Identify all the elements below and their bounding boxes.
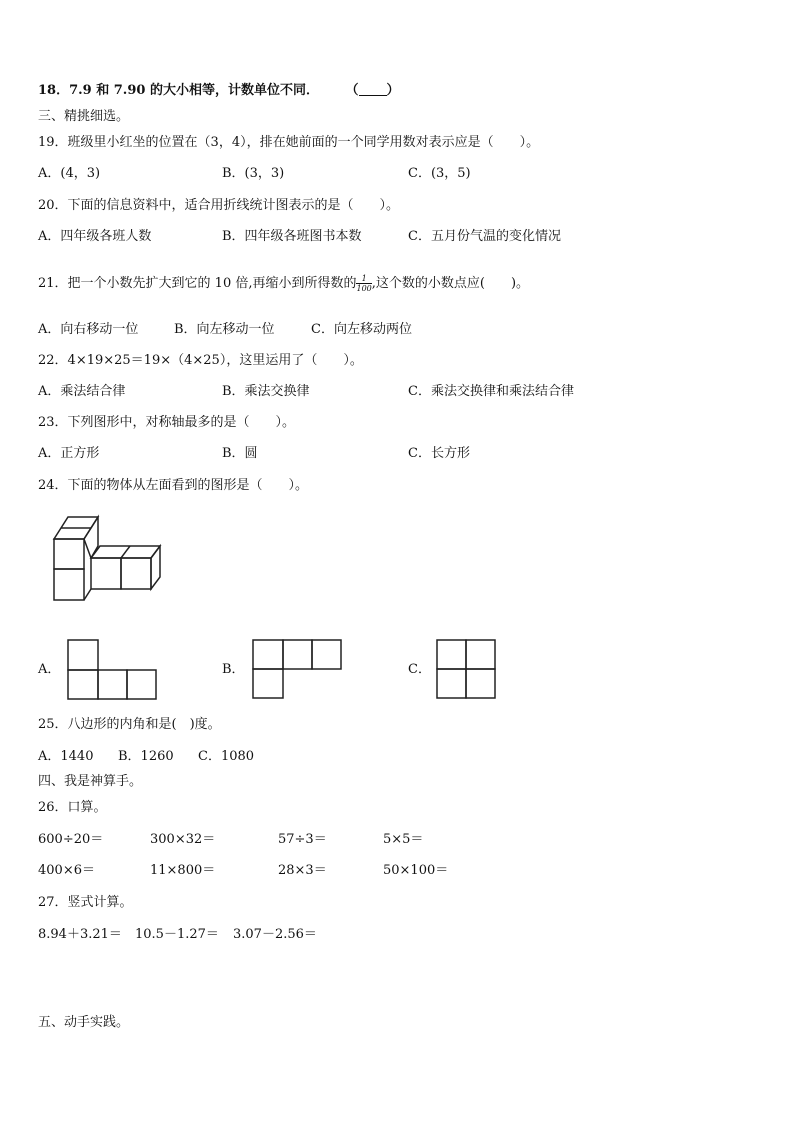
square: [466, 669, 495, 698]
square: [253, 669, 283, 698]
cube-front-face: [91, 558, 121, 589]
vertical-calc-item: 10.5－1.27＝: [135, 927, 219, 942]
question-24-option-c-label: C．: [408, 662, 431, 677]
question-20-option-a: A．四年级各班人数: [38, 229, 152, 244]
section-4-heading: 四、我是神算手。: [38, 774, 143, 789]
mental-math-item: 11×800＝: [150, 863, 216, 878]
section-5-heading: 五、动手实践。: [38, 1015, 130, 1030]
question-24-option-a-label: A．: [38, 662, 61, 677]
fraction-numerator: 1: [356, 274, 371, 284]
vertical-calc-item: 3.07－2.56＝: [233, 927, 317, 942]
question-23-option-b: B．圆: [222, 446, 258, 461]
question-23-option-a: A．正方形: [38, 446, 100, 461]
section-3-heading: 三、精挑细选。: [38, 109, 130, 124]
question-27-title: 27．竖式计算。: [38, 895, 133, 910]
square: [253, 640, 283, 669]
square: [437, 640, 466, 669]
fraction-one-hundredth: [356, 274, 371, 293]
mental-math-item: 400×6＝: [38, 863, 95, 878]
square: [312, 640, 341, 669]
mental-math-item: 28×3＝: [278, 863, 327, 878]
vertical-calc-item: 8.94＋3.21＝: [38, 927, 122, 942]
question-25-option-b: B．1260: [118, 749, 174, 764]
question-26-title: 26．口算。: [38, 800, 107, 815]
question-19-option-c: C．(3，5): [408, 166, 471, 181]
square: [283, 640, 312, 669]
cube-edge: [84, 589, 91, 600]
question-23-text: 23．下列图形中，对称轴最多的是（ ）。: [38, 415, 296, 430]
question-19-option-b: B．(3，3): [222, 166, 285, 181]
mental-math-item: 57÷3＝: [278, 832, 327, 847]
square: [437, 669, 466, 698]
question-18-paren-open: （: [345, 83, 359, 98]
question-20-option-c: C．五月份气温的变化情况: [408, 229, 561, 244]
question-18: [38, 82, 400, 100]
square: [127, 670, 156, 699]
option-a-figure: [67, 639, 159, 701]
question-25-option-c: C．1080: [198, 749, 255, 764]
question-20-option-b: B．四年级各班图书本数: [222, 229, 362, 244]
question-24-text: 24．下面的物体从左面看到的图形是（ ）。: [38, 478, 309, 493]
question-22-option-b: B．乘法交换律: [222, 384, 310, 399]
square: [466, 640, 495, 669]
cube-front-face: [121, 558, 151, 589]
question-18-text: 18．7.9 和 7.90 的大小相等，计数单位不同．: [38, 83, 319, 98]
question-25-text: 25．八边形的内角和是( )度。: [38, 717, 221, 732]
cube-front-face: [54, 569, 84, 600]
answer-blank[interactable]: [359, 83, 387, 96]
mental-math-item: 600÷20＝: [38, 832, 104, 847]
question-22-option-c: C．乘法交换律和乘法结合律: [408, 384, 574, 399]
question-18-paren-close: ）: [386, 83, 400, 98]
question-21-text-after: ,这个数的小数点应( )。: [371, 276, 530, 291]
fraction-denominator: 100: [356, 284, 372, 293]
question-21: [38, 274, 529, 293]
question-23-option-c: C．长方形: [408, 446, 470, 461]
mental-math-item: 5×5＝: [383, 832, 424, 847]
question-21-option-a: A．向右移动一位: [38, 322, 139, 337]
option-c-figure: [436, 639, 498, 701]
cube-side-face: [151, 546, 160, 589]
question-24-option-b-label: B．: [222, 662, 245, 677]
question-19-option-a: A．(4，3): [38, 166, 101, 181]
option-b-figure: [252, 639, 344, 701]
square: [68, 640, 98, 670]
cube-object-figure: [50, 512, 165, 604]
question-22-text: 22．4×19×25＝19×（4×25），这里运用了（ ）。: [38, 353, 363, 368]
question-19-text: 19．班级里小红坐的位置在（3，4），排在她前面的一个同学用数对表示应是（ ）。: [38, 135, 540, 150]
square: [98, 670, 127, 699]
mental-math-item: 300×32＝: [150, 832, 216, 847]
cube-edge: [121, 546, 130, 558]
mental-math-item: 50×100＝: [383, 863, 449, 878]
question-22-option-a: A．乘法结合律: [38, 384, 126, 399]
question-21-option-c: C．向左移动两位: [311, 322, 412, 337]
question-21-text-before: 21．把一个小数先扩大到它的 10 倍,再缩小到所得数的: [38, 276, 357, 291]
question-20-text: 20．下面的信息资料中，适合用折线统计图表示的是（ ）。: [38, 198, 400, 213]
square: [68, 670, 98, 699]
question-21-option-b: B．向左移动一位: [174, 322, 275, 337]
question-25-option-a: A．1440: [38, 749, 94, 764]
cube-front-face: [54, 539, 84, 569]
